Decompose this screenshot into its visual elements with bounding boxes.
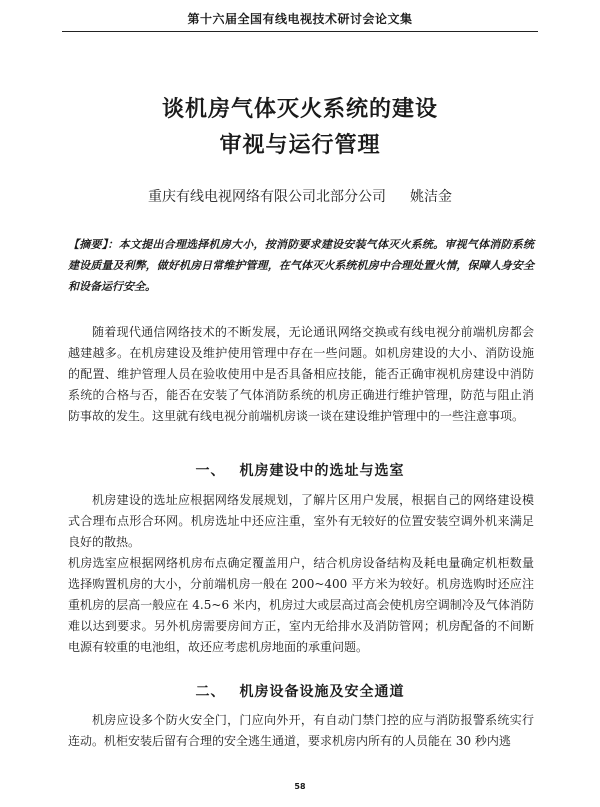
section-2-heading (70, 681, 530, 701)
header-rule (62, 31, 538, 32)
section-2-paragraph-1: 机房应设多个防火安全门，门应向外开，有自动门禁门控的应与消防报警系统实行连动。机柜安装后留有合理的安全逃生通道，要求机房内所有的人员能在 30 秒内逃 (68, 713, 534, 748)
article-title-line-2: 审视与运行管理 (219, 133, 381, 158)
article-title-line-1: 谈机房气体灭火系统的建设 (161, 97, 438, 122)
section-2-title: 机房设备设施及安全通道 (239, 684, 405, 700)
section-1-paragraph-1: 机房建设的选址应根据网络发展规划，了解片区用户发展，根据自己的网络建设模式合理布点形合环网。机房选址中还应注重，室外有无较好的位置安装空调外机来满足良好的散热。 (68, 493, 534, 549)
affiliation: 重庆有线电视网络有限公司北部分公司 (148, 189, 386, 205)
author-name: 姚洁金 (410, 189, 452, 205)
abstract: 【摘要】：本文提出合理选择机房大小，按消防要求建设安装气体灭火系统。审视气体消防系统建设质量及利弊，做好机房日常维护管理，在气体灭火系统机房中合理处置火情，保障人身安全和设备运行安全。 (68, 238, 534, 293)
intro-paragraph: 随着现代通信网络技术的不断发展，无论通讯网络交换或有线电视分前端机房都会越建越多。在机房建设及维护使用管理中存在一些问题。如机房建设的大小、消防设施的配置、维护管理人员在验收使用中是否具备相应技能，能否正确审视机房建设中消防系统的合格与否，能否在安装了气体消防系统的机房正确进行维护管理，防范与阻止消防事故的发生。这里就有线电视分前端机房谈一谈在建设维护管理中的一些注意事项。 (68, 325, 534, 423)
section-1-paragraph-2: 机房选室应根据网络机房布点确定覆盖用户，结合机房设备结构及耗电量确定机柜数量选择购置机房的大小，分前端机房一般在 200~400 平方米为较好。机房选购时还应注重机房的层高一般应在 4.5~6 米内，机房过大或层高过高会使机房空调制冷及气体消防难以达到要求。另外机房需要房间方正，室内无给排水及消防管网；机房配备的不间断电源有较重的电池组，故还应考虑机房地面的承重问题。 (68, 556, 534, 654)
section-2-number: 二、 (195, 684, 226, 700)
section-1-number: 一、 (195, 463, 226, 479)
section-1-heading (70, 460, 530, 480)
page-number: 58 (294, 782, 306, 791)
author-line (70, 186, 530, 206)
section-1-title: 机房建设中的选址与选室 (239, 463, 405, 479)
running-header: 第十六届全国有线电视技术研讨会论文集 (187, 12, 413, 26)
